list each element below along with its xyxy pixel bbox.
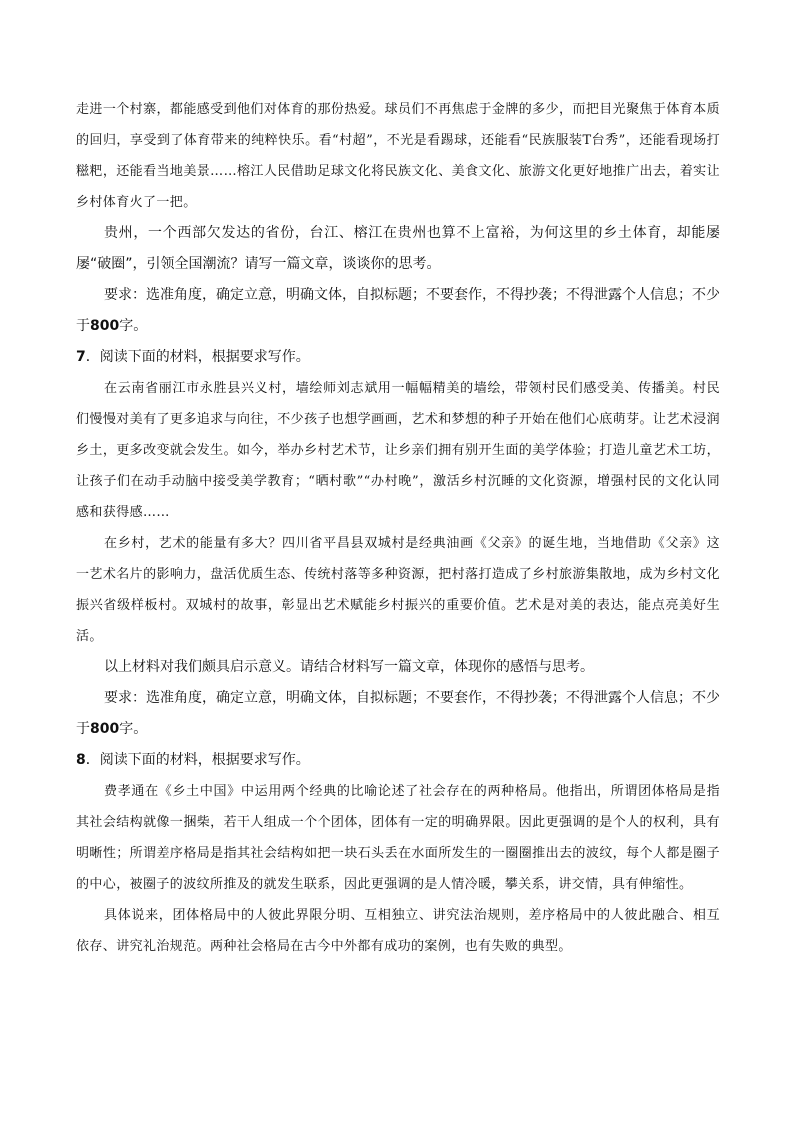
intro-requirement	[76, 280, 720, 342]
q7-material-paragraph-2: 在乡村，艺术的能量有多大？四川省平昌县双城村是经典油画《父亲》的诞生地，当地借助《父亲》这一艺术名片的影响力，盘活优质生态、传统村落等多种资源，把村落打造成了乡村旅游集散地，成为乡村文化振兴省级样板村。双城村的故事，彰显出艺术赋能乡村振兴的重要价值。艺术是对美的表达，能点亮美好生活。	[76, 536, 720, 644]
intro-requirement-text: 要求：选准角度，确定立意，明确文体，自拟标题；不要套作，不得抄袭；不得泄露个人信息；不少于	[76, 287, 720, 334]
q7-prompt: 以上材料对我们颇具启示意义。请结合材料写一篇文章，体现你的感悟与思考。	[104, 659, 594, 675]
intro-requirement-suffix: 字。	[119, 318, 148, 334]
q7-requirement	[76, 683, 720, 745]
q7-requirement-text: 要求：选准角度，确定立意，明确文体，自拟标题；不要套作，不得抄袭；不得泄露个人信息；不少于	[76, 690, 720, 737]
question-8-title: ．阅读下面的材料，根据要求写作。	[85, 752, 310, 768]
intro-paragraph-2: 贵州，一个西部欠发达的省份，台江、榕江在贵州也算不上富裕，为何这里的乡土体育，却能屡屡“破圈”，引领全国潮流？请写一篇文章，谈谈你的思考。	[76, 225, 720, 272]
q8-material-paragraph-1: 费孝通在《乡土中国》中运用两个经典的比喻论述了社会存在的两种格局。他指出，所谓团体格局是指其社会结构就像一捆柴，若干人组成一个个团体，团体有一定的明确界限。因此更强调的是个人的权利，具有明晰性；所谓差序格局是指其社会结构如把一块石头丢在水面所发生的一圈圈推出去的波纹，每个人都是圈子的中心，被圈子的波纹所推及的就发生联系，因此更强调的是人情冷暖，攀关系，讲交情，具有伸缩性。	[76, 784, 720, 892]
question-8-heading	[76, 745, 720, 776]
intro-requirement-number: 800	[90, 318, 120, 334]
q8-material-paragraph-2: 具体说来，团体格局中的人彼此界限分明、互相独立、讲究法治规则，差序格局中的人彼此融合、相互依存、讲究礼治规范。两种社会格局在古今中外都有成功的案例，也有失败的典型。	[76, 908, 720, 954]
document-page	[76, 94, 720, 962]
q7-material-paragraph-1: 在云南省丽江市永胜县兴义村，墙绘师刘志斌用一幅幅精美的墙绘，带领村民们感受美、传播美。村民们慢慢对美有了更多追求与向往，不少孩子也想学画画，艺术和梦想的种子开始在他们心底萌芽。让艺术浸润乡土，更多改变就会发生。如今，举办乡村艺术节，让乡亲们拥有别开生面的美学体验；打造儿童艺术工坊，让孩子们在动手动脑中接受美学教育；“晒村歌”“办村晚”，激活乡村沉睡的文化资源，增强村民的文化认同感和获得感……	[76, 381, 720, 520]
question-7-title: ．阅读下面的材料，根据要求写作。	[85, 349, 310, 365]
question-7-number: 7	[76, 349, 86, 365]
question-7-heading	[76, 342, 720, 373]
q7-requirement-number: 800	[90, 721, 120, 737]
question-8-number: 8	[76, 752, 86, 768]
intro-paragraph-1: 走进一个村寨，都能感受到他们对体育的那份热爱。球员们不再焦虑于金牌的多少，而把目光聚焦于体育本质的回归，享受到了体育带来的纯粹快乐。看“村超”，不光是看踢球，还能看“民族服装T台秀”，还能看现场打糍粑，还能看当地美景……榕江人民借助足球文化将民族文化、美食文化、旅游文化更好地推广出去，着实让乡村体育火了一把。	[76, 102, 720, 210]
q7-requirement-suffix: 字。	[119, 721, 148, 737]
